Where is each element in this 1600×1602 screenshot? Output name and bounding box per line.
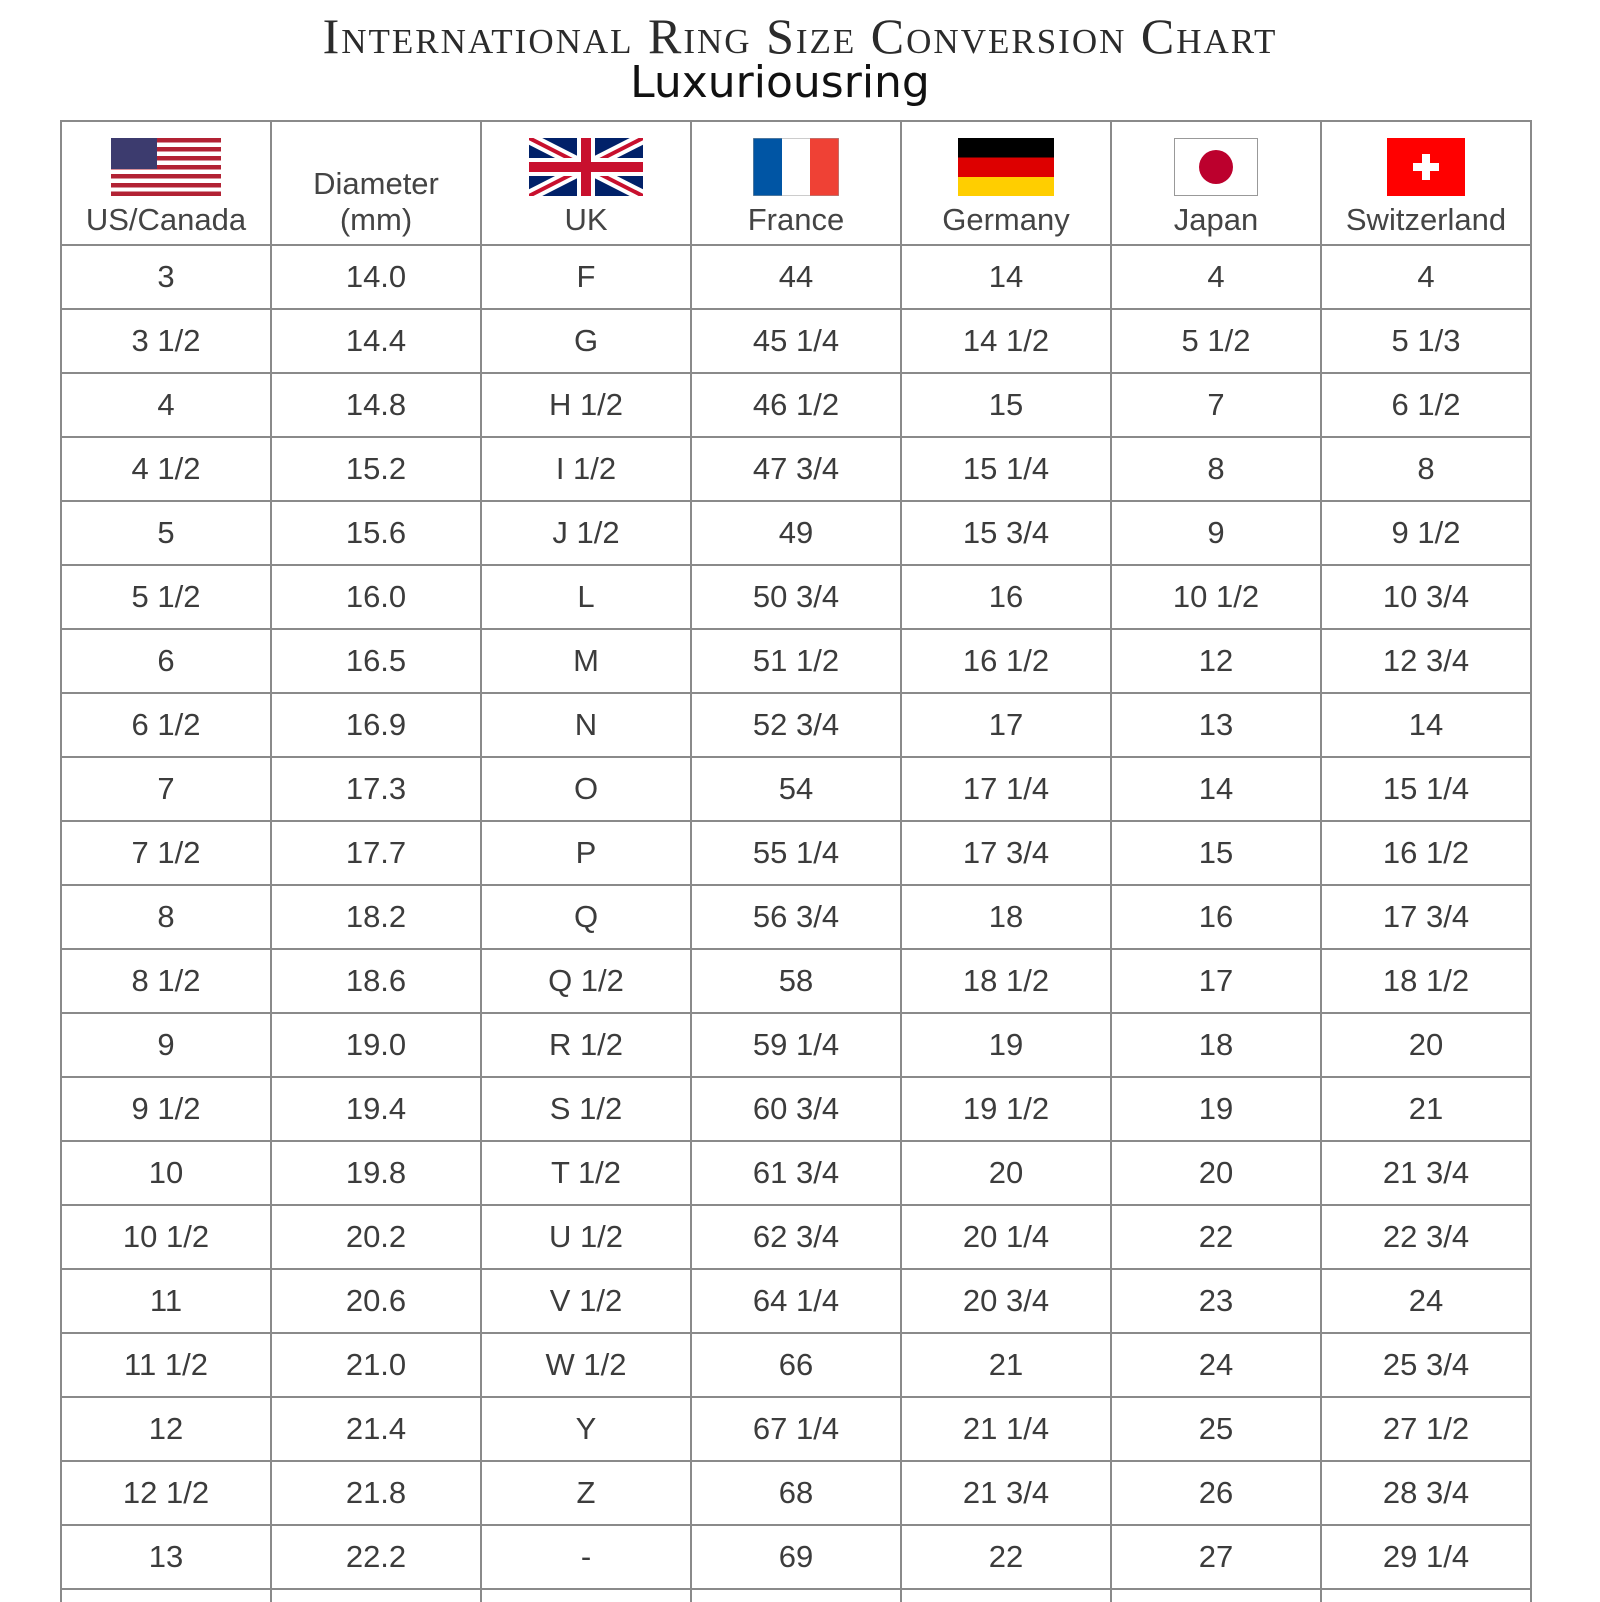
cell-us-canada: 12 — [61, 1397, 271, 1461]
cell-us-canada: 8 1/2 — [61, 949, 271, 1013]
cell-us-canada: 9 — [61, 1013, 271, 1077]
table-row-cutoff — [61, 1589, 1531, 1602]
cell-us-canada: 12 1/2 — [61, 1461, 271, 1525]
cell-uk: J 1/2 — [481, 501, 691, 565]
column-header-uk — [481, 121, 691, 245]
table-row — [61, 949, 1531, 1013]
column-label: Switzerland — [1345, 202, 1507, 237]
cell-uk: T 1/2 — [481, 1141, 691, 1205]
column-label: US/Canada — [85, 202, 247, 237]
cell-us-canada: 3 — [61, 245, 271, 309]
cell-germany: 16 1/2 — [901, 629, 1111, 693]
cell-france: 45 1/4 — [691, 309, 901, 373]
column-header-france — [691, 121, 901, 245]
cell-germany: 17 1/4 — [901, 757, 1111, 821]
cell-diameter-mm: 17.3 — [271, 757, 481, 821]
cell-switzerland: 9 1/2 — [1321, 501, 1531, 565]
cell-switzerland: 12 3/4 — [1321, 629, 1531, 693]
cell-us-canada: 11 1/2 — [61, 1333, 271, 1397]
cell-japan: 5 1/2 — [1111, 309, 1321, 373]
cell-uk: S 1/2 — [481, 1077, 691, 1141]
cell-uk: H 1/2 — [481, 373, 691, 437]
table-row — [61, 885, 1531, 949]
cell-uk: W 1/2 — [481, 1333, 691, 1397]
cell-japan: 15 — [1111, 821, 1321, 885]
cell-japan: 22 — [1111, 1205, 1321, 1269]
cell-us-canada: 9 1/2 — [61, 1077, 271, 1141]
cell-japan: 25 — [1111, 1397, 1321, 1461]
cell-us-canada: 7 1/2 — [61, 821, 271, 885]
cell-japan: 24 — [1111, 1333, 1321, 1397]
cell-japan: 27 — [1111, 1525, 1321, 1589]
cell-japan: 12 — [1111, 629, 1321, 693]
cell-japan: 19 — [1111, 1077, 1321, 1141]
table-row — [61, 373, 1531, 437]
cell-switzerland: 21 — [1321, 1077, 1531, 1141]
cell-us-canada: 11 — [61, 1269, 271, 1333]
cell-germany: 20 — [901, 1141, 1111, 1205]
cell-france: 59 1/4 — [691, 1013, 901, 1077]
cell-diameter-mm: 17.7 — [271, 821, 481, 885]
cell-japan: 9 — [1111, 501, 1321, 565]
cell-japan: 23 — [1111, 1269, 1321, 1333]
table-row — [61, 1013, 1531, 1077]
table-row — [61, 245, 1531, 309]
cell-uk: P — [481, 821, 691, 885]
cell-us-canada: 7 — [61, 757, 271, 821]
table-row — [61, 1397, 1531, 1461]
table-row — [61, 821, 1531, 885]
cell-france: 52 3/4 — [691, 693, 901, 757]
cell-diameter-mm: 21.0 — [271, 1333, 481, 1397]
cell-germany: 18 1/2 — [901, 949, 1111, 1013]
column-label: Japan — [1173, 202, 1259, 237]
cell-diameter-mm: 18.6 — [271, 949, 481, 1013]
cell-germany: 21 1/4 — [901, 1397, 1111, 1461]
cell-france: 56 3/4 — [691, 885, 901, 949]
germany-flag-icon — [958, 138, 1054, 196]
cell-france: 64 1/4 — [691, 1269, 901, 1333]
cell-germany: 21 — [901, 1333, 1111, 1397]
cell-diameter-mm: 16.9 — [271, 693, 481, 757]
cell-uk: L — [481, 565, 691, 629]
cell-germany: 14 1/2 — [901, 309, 1111, 373]
cell-germany: 17 3/4 — [901, 821, 1111, 885]
cell-uk: I 1/2 — [481, 437, 691, 501]
column-header-germany — [901, 121, 1111, 245]
cell-switzerland: 25 3/4 — [1321, 1333, 1531, 1397]
table-row — [61, 1077, 1531, 1141]
cell-uk: R 1/2 — [481, 1013, 691, 1077]
table-row — [61, 1205, 1531, 1269]
cell-diameter-mm: 21.8 — [271, 1461, 481, 1525]
cell-empty — [61, 1589, 271, 1602]
table-row — [61, 1333, 1531, 1397]
cell-switzerland: 18 1/2 — [1321, 949, 1531, 1013]
cell-diameter-mm: 18.2 — [271, 885, 481, 949]
table-row — [61, 309, 1531, 373]
cell-japan: 20 — [1111, 1141, 1321, 1205]
uk-flag-icon — [529, 138, 643, 196]
cell-diameter-mm: 14.0 — [271, 245, 481, 309]
cell-france: 55 1/4 — [691, 821, 901, 885]
cell-france: 66 — [691, 1333, 901, 1397]
column-header-switzerland — [1321, 121, 1531, 245]
cell-diameter-mm: 19.4 — [271, 1077, 481, 1141]
cell-switzerland: 4 — [1321, 245, 1531, 309]
cell-france: 47 3/4 — [691, 437, 901, 501]
cell-uk: M — [481, 629, 691, 693]
cell-switzerland: 24 — [1321, 1269, 1531, 1333]
cell-switzerland: 16 1/2 — [1321, 821, 1531, 885]
cell-us-canada: 5 1/2 — [61, 565, 271, 629]
cell-uk: V 1/2 — [481, 1269, 691, 1333]
cell-switzerland: 10 3/4 — [1321, 565, 1531, 629]
cell-switzerland: 17 3/4 — [1321, 885, 1531, 949]
column-label: France — [747, 202, 845, 237]
column-label: UK — [564, 202, 608, 237]
cell-japan: 4 — [1111, 245, 1321, 309]
cell-uk: F — [481, 245, 691, 309]
cell-uk: U 1/2 — [481, 1205, 691, 1269]
cell-diameter-mm: 14.4 — [271, 309, 481, 373]
cell-france: 54 — [691, 757, 901, 821]
cell-switzerland: 8 — [1321, 437, 1531, 501]
cell-us-canada: 8 — [61, 885, 271, 949]
cell-france: 50 3/4 — [691, 565, 901, 629]
chart-title: International Ring Size Conversion Chart — [322, 8, 1278, 64]
cell-uk: Q 1/2 — [481, 949, 691, 1013]
table-row — [61, 565, 1531, 629]
cell-switzerland: 29 1/4 — [1321, 1525, 1531, 1589]
japan-flag-icon — [1174, 138, 1258, 196]
cell-germany: 18 — [901, 885, 1111, 949]
cell-switzerland: 28 3/4 — [1321, 1461, 1531, 1525]
cell-us-canada: 10 — [61, 1141, 271, 1205]
cell-france: 58 — [691, 949, 901, 1013]
chart-subtitle: Luxuriousring — [630, 57, 930, 108]
cell-us-canada: 3 1/2 — [61, 309, 271, 373]
cell-diameter-mm: 15.2 — [271, 437, 481, 501]
switzerland-flag-icon — [1387, 138, 1465, 196]
cell-france: 44 — [691, 245, 901, 309]
cell-germany: 22 — [901, 1525, 1111, 1589]
cell-us-canada: 6 1/2 — [61, 693, 271, 757]
table-row — [61, 501, 1531, 565]
cell-diameter-mm: 20.6 — [271, 1269, 481, 1333]
cell-uk: G — [481, 309, 691, 373]
cell-germany: 21 3/4 — [901, 1461, 1111, 1525]
cell-germany: 20 1/4 — [901, 1205, 1111, 1269]
cell-us-canada: 10 1/2 — [61, 1205, 271, 1269]
cell-france: 49 — [691, 501, 901, 565]
column-label: Germany — [942, 202, 1070, 237]
cell-japan: 17 — [1111, 949, 1321, 1013]
cell-germany: 19 — [901, 1013, 1111, 1077]
cell-germany: 15 3/4 — [901, 501, 1111, 565]
cell-switzerland: 15 1/4 — [1321, 757, 1531, 821]
cell-us-canada: 6 — [61, 629, 271, 693]
cell-france: 46 1/2 — [691, 373, 901, 437]
cell-france: 60 3/4 — [691, 1077, 901, 1141]
cell-japan: 13 — [1111, 693, 1321, 757]
cell-diameter-mm: 16.0 — [271, 565, 481, 629]
cell-empty — [271, 1589, 481, 1602]
cell-diameter-mm: 19.8 — [271, 1141, 481, 1205]
cell-france: 68 — [691, 1461, 901, 1525]
table-row — [61, 1269, 1531, 1333]
cell-germany: 14 — [901, 245, 1111, 309]
cell-empty — [901, 1589, 1111, 1602]
cell-france: 62 3/4 — [691, 1205, 901, 1269]
cell-france: 67 1/4 — [691, 1397, 901, 1461]
cell-switzerland: 22 3/4 — [1321, 1205, 1531, 1269]
column-header-us — [61, 121, 271, 245]
cell-switzerland: 27 1/2 — [1321, 1397, 1531, 1461]
cell-diameter-mm: 14.8 — [271, 373, 481, 437]
cell-uk: Z — [481, 1461, 691, 1525]
column-header-japan — [1111, 121, 1321, 245]
cell-uk: Q — [481, 885, 691, 949]
cell-japan: 26 — [1111, 1461, 1321, 1525]
cell-japan: 16 — [1111, 885, 1321, 949]
cell-us-canada: 13 — [61, 1525, 271, 1589]
us-flag-icon — [111, 138, 221, 196]
cell-uk: N — [481, 693, 691, 757]
cell-japan: 14 — [1111, 757, 1321, 821]
cell-diameter-mm: 20.2 — [271, 1205, 481, 1269]
cell-germany: 16 — [901, 565, 1111, 629]
cell-empty — [691, 1589, 901, 1602]
cell-switzerland: 20 — [1321, 1013, 1531, 1077]
cell-us-canada: 4 — [61, 373, 271, 437]
table-row — [61, 1525, 1531, 1589]
cell-france: 61 3/4 — [691, 1141, 901, 1205]
table-row — [61, 693, 1531, 757]
cell-uk: O — [481, 757, 691, 821]
cell-japan: 7 — [1111, 373, 1321, 437]
cell-diameter-mm: 15.6 — [271, 501, 481, 565]
table-row — [61, 629, 1531, 693]
cell-switzerland: 21 3/4 — [1321, 1141, 1531, 1205]
france-flag-icon — [753, 138, 839, 196]
cell-diameter-mm: 19.0 — [271, 1013, 481, 1077]
cell-switzerland: 6 1/2 — [1321, 373, 1531, 437]
cell-empty — [1111, 1589, 1321, 1602]
ring-size-table — [60, 120, 1532, 1602]
cell-japan: 8 — [1111, 437, 1321, 501]
cell-france: 51 1/2 — [691, 629, 901, 693]
cell-germany: 15 1/4 — [901, 437, 1111, 501]
cell-diameter-mm: 16.5 — [271, 629, 481, 693]
table-row — [61, 1141, 1531, 1205]
cell-uk: - — [481, 1525, 691, 1589]
cell-switzerland: 14 — [1321, 693, 1531, 757]
cell-france: 69 — [691, 1525, 901, 1589]
cell-uk: Y — [481, 1397, 691, 1461]
table-row — [61, 757, 1531, 821]
cell-empty — [1321, 1589, 1531, 1602]
cell-empty — [481, 1589, 691, 1602]
table-row — [61, 1461, 1531, 1525]
cell-us-canada: 4 1/2 — [61, 437, 271, 501]
cell-germany: 19 1/2 — [901, 1077, 1111, 1141]
cell-diameter-mm: 21.4 — [271, 1397, 481, 1461]
cell-diameter-mm: 22.2 — [271, 1525, 481, 1589]
cell-japan: 18 — [1111, 1013, 1321, 1077]
column-header-diameter — [271, 121, 481, 245]
column-label: Diameter (mm) — [313, 166, 439, 237]
cell-japan: 10 1/2 — [1111, 565, 1321, 629]
cell-germany: 20 3/4 — [901, 1269, 1111, 1333]
header-row — [61, 121, 1531, 245]
cell-germany: 15 — [901, 373, 1111, 437]
cell-switzerland: 5 1/3 — [1321, 309, 1531, 373]
cell-germany: 17 — [901, 693, 1111, 757]
cell-us-canada: 5 — [61, 501, 271, 565]
table-row — [61, 437, 1531, 501]
